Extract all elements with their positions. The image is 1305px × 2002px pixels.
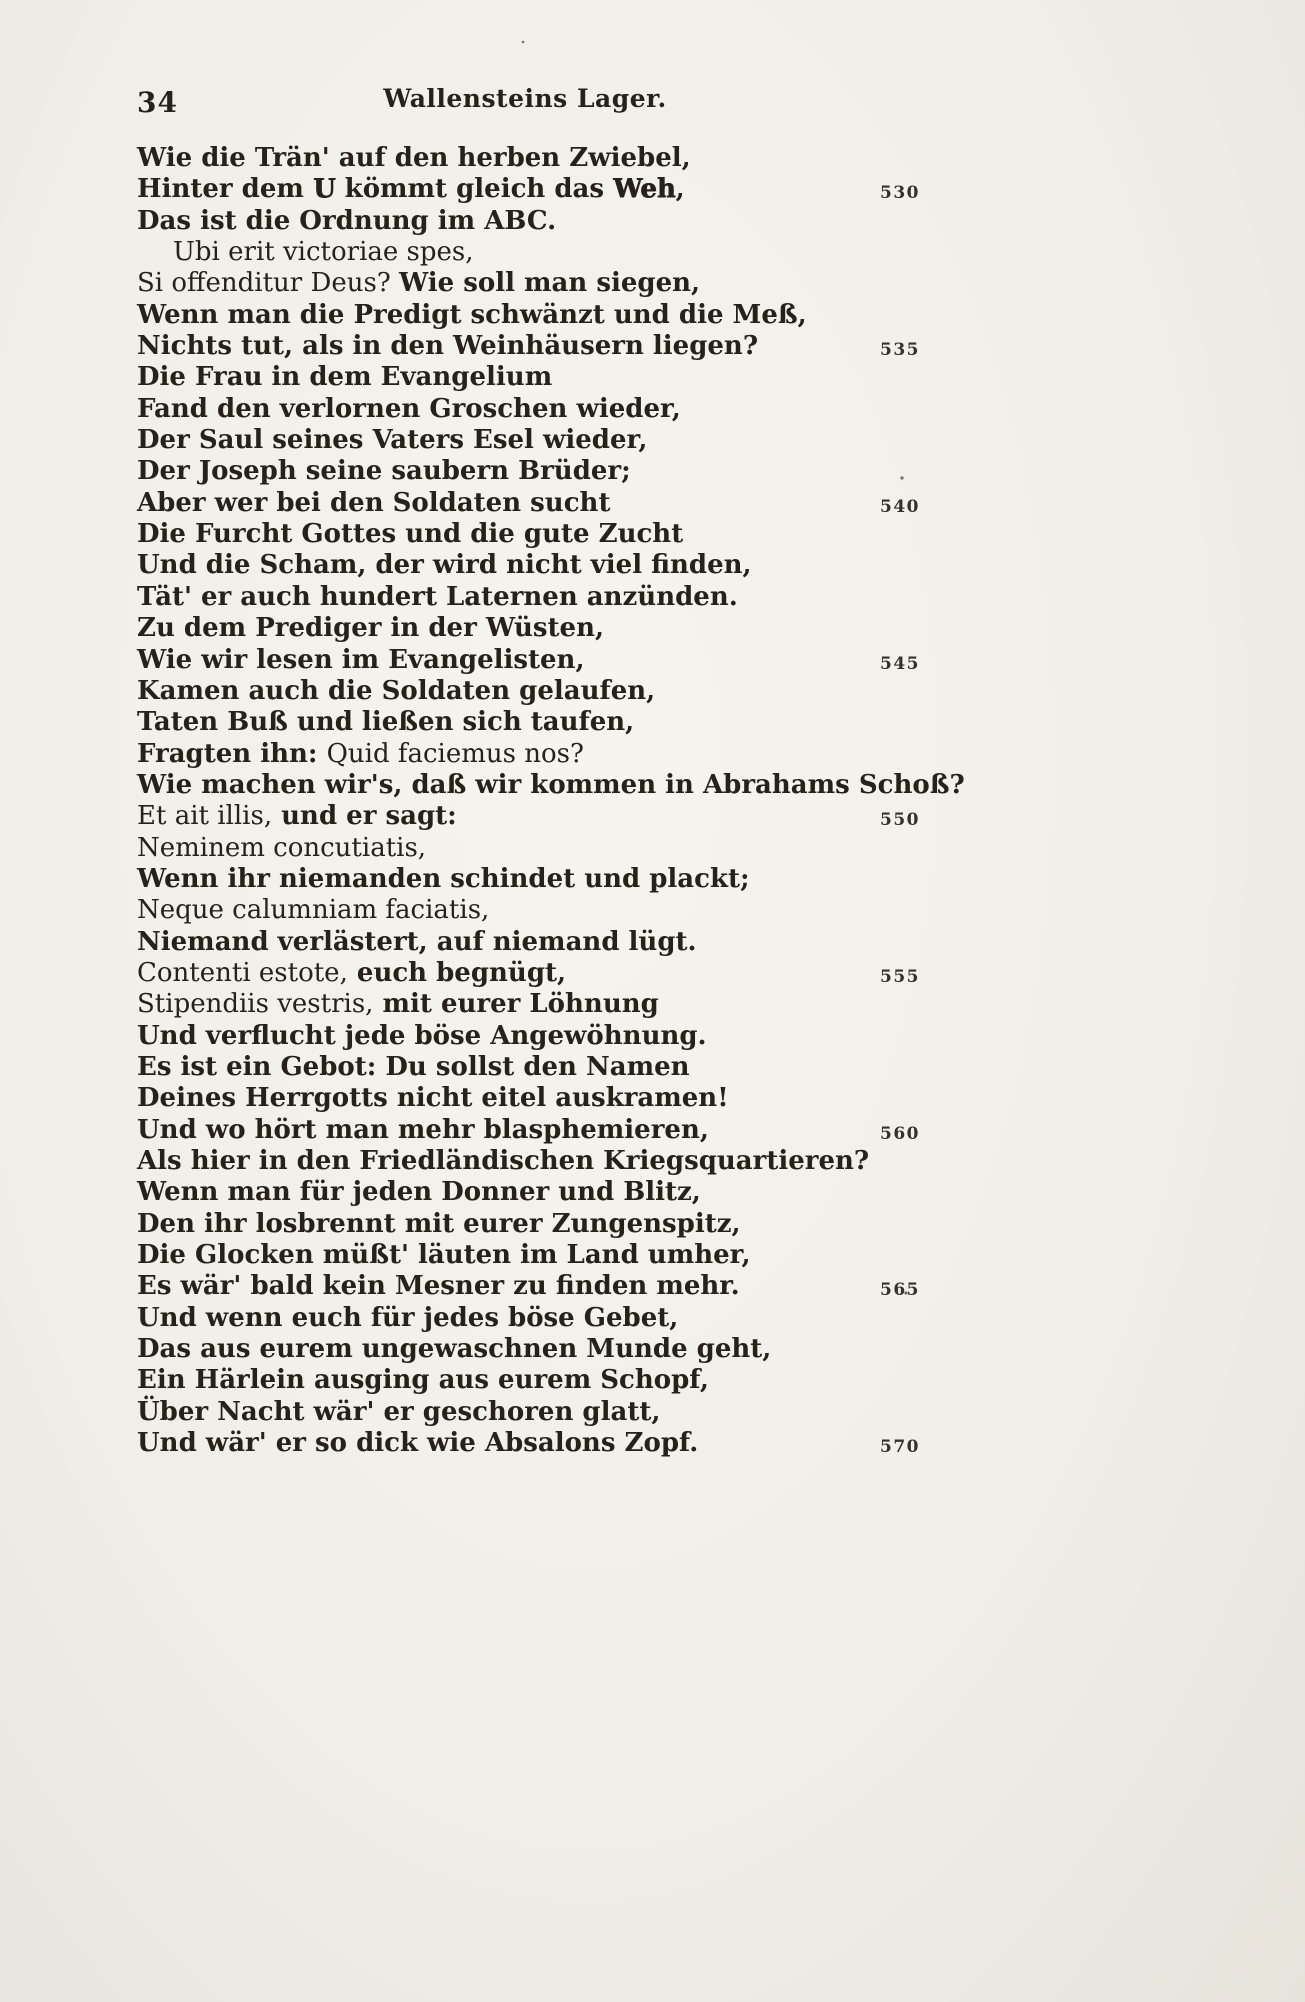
verse-line [137,1240,1157,1271]
latin-text-segment: Neque calumniam faciatis, [137,895,490,926]
latin-text-segment: Quid faciemus nos? [326,738,584,769]
german-text-segment: Und wär' er so dick wie Absalons Zopf. [137,1428,699,1459]
verse-line-text [137,1365,709,1395]
verse-line [137,1083,1157,1114]
german-text-segment: Als hier in den Friedländischen Kriegsquartieren? [137,1146,870,1176]
verse-line [137,1271,1157,1302]
german-text-segment: Wenn man für jeden Donner und Blitz, [137,1177,701,1208]
verse-line [137,143,1157,174]
german-text-segment: und er sagt: [272,801,457,832]
verse-line-text [137,613,604,643]
german-text-segment: Tät' er auch hundert Laternen anzünden. [137,581,738,612]
german-text-segment: Und wo hört man mehr blasphemieren, [137,1114,709,1145]
verse-line-text [137,645,585,675]
verse-line-text [137,362,552,392]
german-text-segment: Das aus eurem ungewaschnen Munde geht, [137,1334,772,1365]
verse-line-text [137,206,556,236]
verse-line-text [137,989,659,1019]
german-text-segment: , [675,174,685,205]
german-text-segment: Fragten ihn: [137,738,327,769]
verse-line-number: 530 [880,183,920,204]
verse-line-text [137,582,738,612]
verse-line [137,331,1157,362]
verse-line [137,206,1157,237]
verse-line-text [137,425,647,455]
verse-line [137,770,1157,801]
german-text-segment: Es wär' bald kein Mesner zu finden mehr. [137,1271,740,1302]
verse-line-text [137,300,807,330]
verse-line [137,958,1157,989]
verse-line-text [137,739,584,769]
verse-lines [137,143,1157,1459]
verse-line [137,488,1157,519]
verse-line [137,456,1157,487]
verse-line-text [137,1146,869,1176]
verse-line-text [137,1209,741,1239]
german-text-segment: Die Frau in dem Evangelium [137,362,553,393]
german-text-segment: Niemand verlästert, auf niemand lügt. [137,926,697,957]
german-text-segment: Ein Härlein ausging aus eurem Schopf, [137,1365,709,1396]
german-text-segment: Wie machen wir's, daß wir kommen in Abrahams Schoß? [137,769,965,800]
verse-line-text [137,770,965,800]
verse-line-text [137,895,489,925]
verse-line-text [137,394,681,424]
verse-line [137,362,1157,393]
verse-line-text [137,1240,751,1270]
verse-line [137,864,1157,895]
latin-text-segment: Stipendiis vestris, [137,989,374,1020]
german-text-segment: Und wenn euch für jedes böse Gebet, [137,1302,679,1333]
verse-line-text [173,237,474,267]
german-text-segment: Die Glocken müßt' läuten im Land umher, [137,1240,751,1271]
page-title: Wallensteins Lager. [383,84,667,113]
latin-text-segment: Et ait illis, [137,801,273,832]
german-text-segment: Es ist ein Gebot: Du sollst den Namen [137,1051,690,1082]
verse-line [137,1365,1157,1396]
latin-text-segment: Contenti estote, [137,957,348,988]
german-text-segment: Wie die Trän' auf den herben Zwiebel, [137,143,691,173]
verse-line [137,550,1157,581]
verse-line [137,1177,1157,1208]
german-text-segment: Wenn ihr niemanden schindet und plackt; [137,863,750,894]
verse-line-text [137,488,610,518]
verse-line-text [137,927,697,957]
verse-line [137,174,1157,205]
german-text-segment: Die Furcht Gottes und die gute Zucht [137,519,684,550]
verse-line-text [137,676,655,706]
verse-line [137,1052,1157,1083]
verse-line-text [137,707,634,737]
verse-line [137,425,1157,456]
verse-line-text [137,268,700,298]
verse-line [137,519,1157,550]
verse-line-number: 565 [880,1280,920,1301]
german-text-segment: Wenn man die Predigt schwänzt und die Meß, [137,299,807,330]
german-text-segment: Zu dem Prediger in der Wüsten, [137,613,605,644]
verse-line-text [137,1052,690,1082]
verse-line-text [137,519,683,549]
verse-line-text [137,1334,771,1364]
german-text-segment: Der Saul seines Vaters Esel wieder, [137,425,648,456]
verse-line-text [137,1428,698,1458]
verse-line-text [137,1397,660,1427]
verse-line-number: 550 [880,810,920,831]
verse-line [137,1334,1157,1365]
verse-line-text [137,833,426,863]
german-text-segment: kömmt gleich das [335,174,614,205]
verse-line-number: 535 [880,340,920,361]
verse-line-text [137,1177,701,1207]
page-header [135,84,915,126]
german-text-segment: Den ihr losbrennt mit eurer Zungenspitz, [137,1208,741,1239]
verse-line [137,237,1157,268]
verse-line-number: 560 [880,1123,920,1144]
verse-line-text [137,143,691,173]
verse-line-text [137,1021,707,1051]
verse-line [137,1397,1157,1428]
verse-line [137,1303,1157,1334]
verse-line [137,801,1157,832]
verse-line [137,645,1157,676]
verse-line-text [137,864,750,894]
german-text-segment: Taten Buß und ließen sich taufen, [137,707,635,738]
german-text-segment: Deines Herrgotts nicht eitel auskramen! [137,1083,729,1114]
verse-line [137,927,1157,958]
verse-line-text [137,801,457,831]
german-text-segment: Hinter dem [137,174,313,205]
verse-line [137,707,1157,738]
verse-line-text [137,1083,729,1113]
german-text-segment: euch begnügt, [347,957,567,988]
verse-line [137,1021,1157,1052]
verse-line-number: 545 [880,653,920,674]
latin-text-segment: Ubi erit victoriae spes, [173,237,474,268]
verse-line-text [137,1115,709,1145]
latin-text-segment: Neminem concutiatis, [137,832,427,863]
verse-line [137,1428,1157,1459]
verse-line-number: 555 [880,966,920,987]
verse-line [137,833,1157,864]
verse-line-text [137,1271,740,1301]
verse-line-text [137,331,758,361]
verse-line-text [137,958,566,988]
verse-line [137,300,1157,331]
verse-line-text [137,1303,678,1333]
german-text-segment: Das ist die Ordnung im ABC. [137,205,557,236]
verse-line [137,989,1157,1020]
verse-line-number: 570 [880,1437,920,1458]
verse-line [137,582,1157,613]
german-text-segment: Wie soll man siegen, [399,268,701,299]
verse-line [137,1146,1157,1177]
verse-line [137,739,1157,770]
verse-line [137,268,1157,299]
verse-line [137,394,1157,425]
verse-line-number: 540 [880,496,920,517]
page-number: 34 [137,86,178,119]
verse-line [137,1115,1157,1146]
verse-line [137,1209,1157,1240]
latin-text-segment: Si offenditur Deus? [137,268,400,299]
german-text-segment: Weh [613,174,676,205]
verse-line-text [137,456,631,486]
verse-line [137,895,1157,926]
german-text-segment: Über Nacht wär' er geschoren glatt, [137,1396,661,1427]
verse-line [137,676,1157,707]
verse-line [137,613,1157,644]
german-text-segment: U [312,174,336,205]
german-text-segment: Und verflucht jede böse Angewöhnung. [137,1020,707,1051]
german-text-segment: Fand den verlornen Groschen wieder, [137,393,681,424]
german-text-segment: Der Joseph seine saubern Brüder; [137,456,631,487]
verse-line-text [137,550,752,580]
german-text-segment: Kamen auch die Soldaten gelaufen, [137,675,656,706]
german-text-segment: Aber wer bei den Soldaten sucht [137,487,611,518]
german-text-segment: Nichts tut, als in den Weinhäusern liegen? [137,331,759,362]
german-text-segment: Und die Scham, der wird nicht viel finden, [137,550,752,581]
verse-line-text [137,174,685,204]
german-text-segment: Wie wir lesen im Evangelisten, [137,644,585,675]
german-text-segment: mit eurer Löhnung [373,989,659,1020]
